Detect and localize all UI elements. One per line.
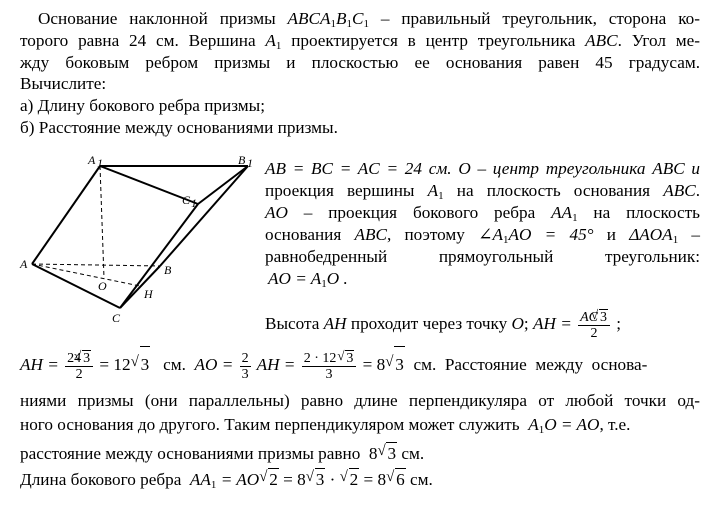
denominator: 2 <box>75 367 83 383</box>
radical: √ 2 <box>268 468 279 491</box>
sub: 1 <box>346 18 353 30</box>
solution-line-12 <box>20 468 700 496</box>
fraction <box>578 309 610 341</box>
problem-line-4: Вычислите: <box>20 74 107 93</box>
sub: 1 <box>275 40 282 52</box>
text: см. <box>405 470 433 489</box>
label-c1: C <box>182 193 191 207</box>
denominator: 3 <box>325 367 333 383</box>
sub: 1 <box>538 424 545 436</box>
text: = 8 <box>359 470 387 489</box>
solution-line-1 <box>265 158 700 180</box>
sub: 1 <box>363 18 369 30</box>
math: ABC <box>585 31 618 50</box>
fraction <box>302 350 357 382</box>
label-c: C <box>112 311 121 325</box>
math: O . <box>326 269 348 288</box>
sub: 1 <box>438 190 444 202</box>
problem-line-3: жду боковым ребром призмы и плоскостью ее основания равен 45 градусам. <box>20 53 700 72</box>
math: A <box>427 181 439 200</box>
label-b1: B <box>238 153 246 167</box>
numerator: 24 <box>67 351 82 367</box>
sub: 1 <box>210 479 217 491</box>
math: A <box>265 31 276 50</box>
solution-line-6 <box>268 268 700 295</box>
solution-line-5: равнобедренный прямоугольный треугольник: <box>265 247 700 266</box>
label-a1: A <box>88 153 96 167</box>
radical: √ 3 <box>394 346 405 383</box>
math: AH = <box>533 314 577 333</box>
text: , поэтому <box>386 225 479 244</box>
text: , т.е. <box>599 415 631 434</box>
numerator: 2 <box>241 350 249 366</box>
label-h: H <box>144 287 153 301</box>
sub: 1 <box>503 234 509 246</box>
fraction <box>240 351 251 382</box>
math: ABC <box>354 225 387 244</box>
text: и <box>593 225 630 244</box>
math: AH = <box>20 355 64 374</box>
math: AO = A <box>268 269 322 288</box>
math: AO = <box>194 355 238 374</box>
text: · <box>325 470 340 489</box>
math: C <box>352 9 364 28</box>
solution-line-8 <box>20 346 700 383</box>
text: ного основания до другого. Таким перпендикуляром может служить <box>20 415 529 434</box>
radical: √ 3 <box>82 350 91 366</box>
math: AH = <box>252 355 300 374</box>
math: ABCA <box>287 9 331 28</box>
text: = 12 <box>95 355 131 374</box>
label-b: B <box>164 263 172 277</box>
solution-line-9: ниями призмы (они параллельны) равно длине перпендикуляра от любой точки од- <box>20 391 700 410</box>
problem-line-5: а) Длину бокового ребра призмы; <box>20 96 265 115</box>
label-sub: 1 <box>191 196 197 210</box>
sub: 1 <box>321 278 327 290</box>
problem-line-6: б) Расстояние между основаниями призмы. <box>20 118 338 137</box>
math: A <box>528 415 539 434</box>
sub: 1 <box>572 212 578 224</box>
text: = 8 <box>358 355 386 374</box>
text: основания <box>265 225 355 244</box>
radical: √ 6 <box>395 468 406 491</box>
text: . Угол ме- <box>617 31 700 50</box>
radical: √ 3 <box>315 468 326 491</box>
text: – правильный треугольник, сторона ко- <box>368 9 700 28</box>
text: – проекция бокового ребра <box>287 203 552 222</box>
math: ΔAOA <box>629 225 673 244</box>
solution-line-11 <box>20 442 700 465</box>
prism-diagram <box>18 150 258 330</box>
math: B <box>336 9 347 28</box>
denominator: 2 <box>590 326 598 342</box>
math: ABC <box>663 181 696 200</box>
text: Основание наклонной призмы <box>38 9 288 28</box>
sub: 1 <box>672 234 679 246</box>
text: – <box>678 225 701 244</box>
text: см. <box>397 444 425 463</box>
math: AA <box>551 203 573 222</box>
text: расстояние между основаниями призмы равно 8 <box>20 444 378 463</box>
label-sub: 1 <box>97 156 103 170</box>
text: ; <box>523 314 533 333</box>
math: O <box>511 314 524 333</box>
text: торого равна 24 см. Вершина <box>20 31 266 50</box>
math: ∠A <box>478 225 504 244</box>
text: см. <box>150 355 195 374</box>
text: Высота <box>265 314 324 333</box>
radical: √ 3 <box>599 309 608 325</box>
numerator: 2 · 12 <box>303 351 337 367</box>
radical: √ 3 <box>386 442 397 465</box>
text: см. Расстояние между основа- <box>404 355 648 374</box>
text: на плоскость основания <box>443 181 664 200</box>
text: проекция вершины <box>265 181 428 200</box>
label-sub: 1 <box>247 156 253 170</box>
text: на плоскость <box>577 203 700 222</box>
radical: √ 3 <box>140 346 151 383</box>
text: = 8 <box>278 470 306 489</box>
text: ; <box>612 314 622 333</box>
math: AO = 45° <box>508 225 594 244</box>
math: O = AO <box>544 415 600 434</box>
math: AH <box>323 314 347 333</box>
math: AA <box>189 470 211 489</box>
math: AC <box>580 310 598 326</box>
text: проектируется в центр треугольника <box>281 31 586 50</box>
solution-line-7 <box>265 306 700 342</box>
text: Длина бокового ребра <box>20 470 190 489</box>
solution-line-10 <box>20 414 700 441</box>
math: AB = BC = AC = 24 см. O – центр треугольника ABC и <box>265 159 700 178</box>
math: AO <box>265 203 288 222</box>
text: . <box>695 181 700 200</box>
math: = AO <box>216 470 260 489</box>
label-o: O <box>98 279 107 293</box>
radical: √ 2 <box>349 468 360 491</box>
denominator: 3 <box>241 366 249 382</box>
fraction <box>65 350 93 382</box>
sub: 1 <box>330 18 337 30</box>
label-a: A <box>20 257 28 271</box>
text: проходит через точку <box>346 314 512 333</box>
radical: √ 3 <box>345 350 354 366</box>
